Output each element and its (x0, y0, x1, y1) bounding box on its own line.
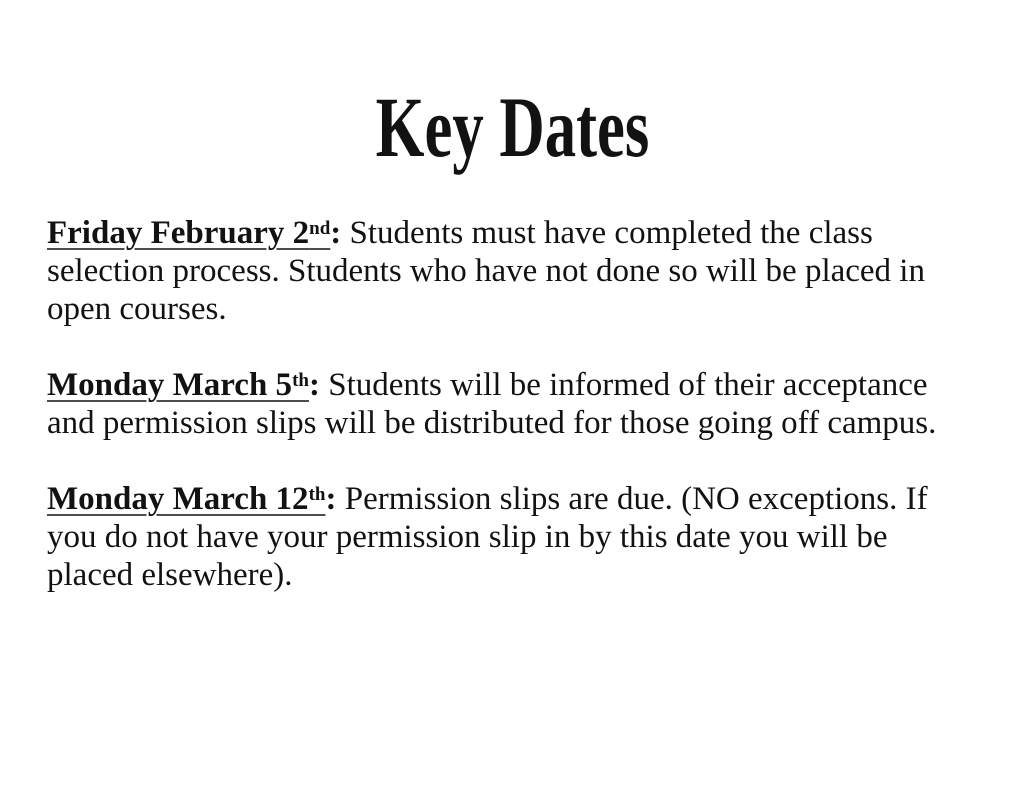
date-colon: : (308, 367, 320, 403)
ordinal-superscript: nd (309, 218, 331, 239)
key-date-entry (47, 480, 957, 594)
page-title (0, 0, 1024, 175)
date-description: Permission slips are due. (NO exceptions. If you do not have your permission slip in by this date you will be placed elsewhere). (47, 481, 928, 593)
date-text: Monday March 12 (47, 481, 309, 517)
ordinal-superscript: th (308, 484, 326, 505)
date-heading (47, 367, 309, 403)
date-colon: : (330, 215, 342, 251)
date-heading (47, 481, 325, 517)
date-text: Monday March 5 (47, 367, 293, 403)
date-description: Students will be informed of their acceptance and permission slips will be distributed for those going off campus. (47, 367, 937, 441)
key-date-entry (47, 214, 957, 328)
date-colon: : (325, 481, 337, 517)
page-title-text: Key Dates (375, 79, 649, 175)
date-description: Students must have completed the class selection process. Students who have not done so will be placed in open courses. (47, 215, 925, 327)
date-heading (47, 215, 330, 251)
key-date-entry (47, 366, 957, 442)
key-dates-list (47, 214, 957, 594)
ordinal-superscript: th (292, 370, 309, 391)
date-text: Friday February 2 (47, 215, 310, 251)
